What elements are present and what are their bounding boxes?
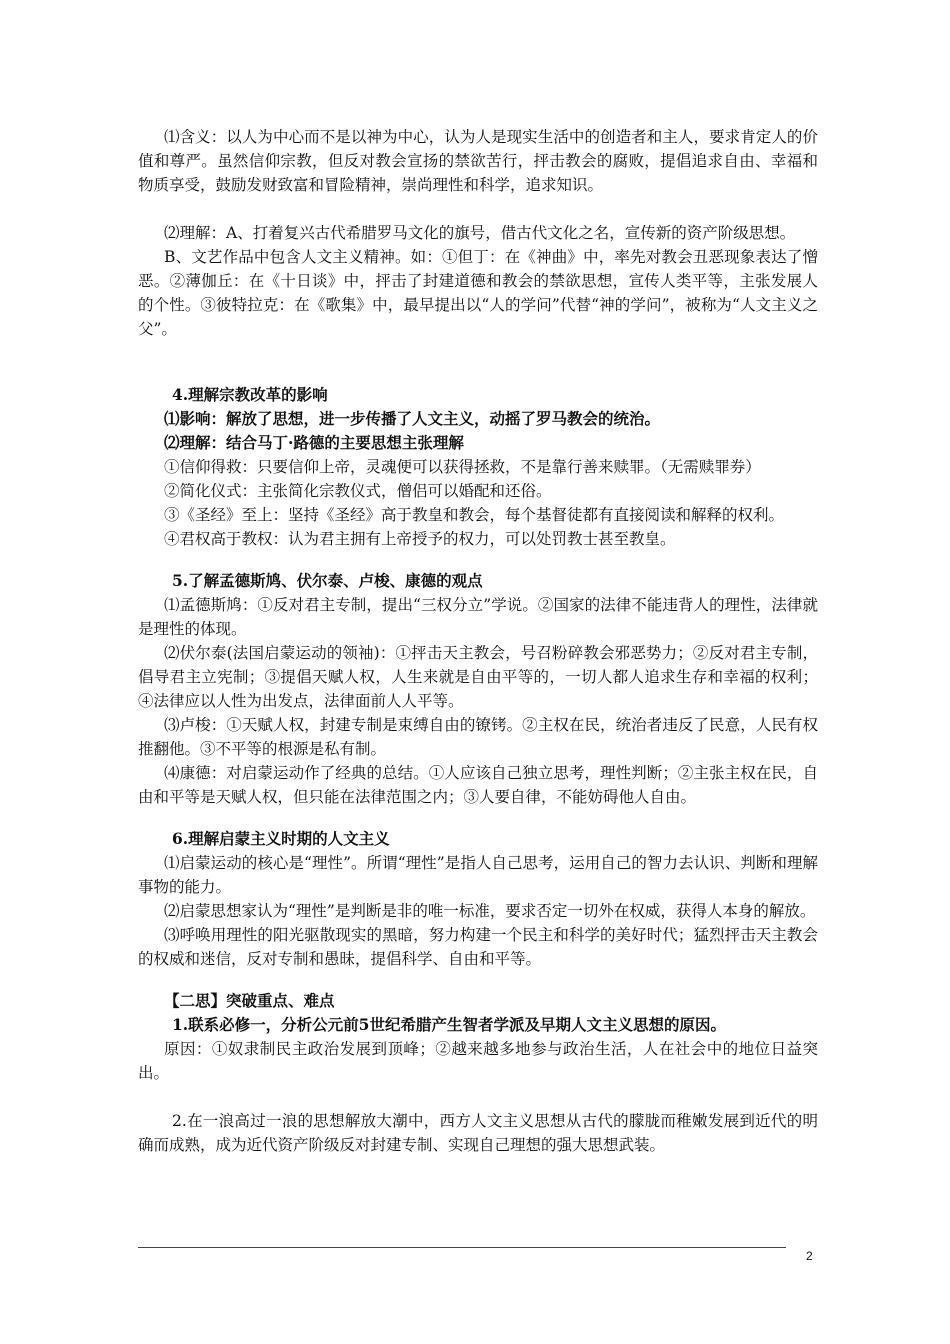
question-1: 1.联系必修一，分析公元前5世纪希腊产生智者学派及早期人文主义思想的原因。 (172, 1015, 726, 1034)
heading-reformation: 4.理解宗教改革的影响 (172, 385, 328, 404)
list-item: ⑵伏尔泰(法国启蒙运动的领袖)：①抨击天主教会，号召粉碎教会邪恶势力；②反对君主专制，倡导君主立宪制；③提倡天赋人权，人生来就是自由平等的，一切人都人追求生存和幸福的权利；④法律应以人性为出发点，法律面前人人平等。 (138, 644, 818, 710)
list-item: ⑴孟德斯鸠：①反对君主专制，提出“三权分立”学说。②国家的法律不能违背人的理性，法律就是理性的体现。 (138, 596, 818, 638)
answer-1: 原因：①奴隶制民主政治发展到顶峰；②越来越多地参与政治生活，人在社会中的地位日益突出。 (138, 1040, 818, 1082)
list-item: ⑷康德：对启蒙运动作了经典的总结。①人应该自己独立思考，理性判断；②主张主权在民，自由和平等是天赋人权，但只能在法律范围之内；③人要自律，不能妨碍他人自由。 (138, 764, 818, 806)
list-item: ④君权高于教权：认为君主拥有上帝授予的权力，可以处罚教士甚至教皇。 (164, 530, 676, 548)
paragraph-literature: B、文艺作品中包含人文主义精神。如：①但丁：在《神曲》中，率先对教会丑恶现象表达了憎恶。②薄伽丘：在《十日谈》中，抨击了封建道德和教会的禁欲思想，宣传人类平等，主张发展人的个性。③彼特拉克：在《歌集》中，最早提出以“人的学问”代替“神的学问”，被称为“人文主义之父”。 (138, 248, 818, 338)
list-item: ②简化仪式：主张简化宗教仪式，僧侣可以婚配和还俗。 (164, 482, 552, 500)
list-item: ⑶卢梭：①天赋人权，封建专制是束缚自由的镣铐。②主权在民，统治者违反了民意，人民有权推翻他。③不平等的根源是私有制。 (138, 716, 818, 758)
list-item: ⑶呼唤用理性的阳光驱散现实的黑暗，努力构建一个民主和科学的美好时代；猛烈抨击天主教会的权威和迷信，反对专制和愚昧，提倡科学、自由和平等。 (138, 926, 818, 968)
heading-enlightenment-humanism: 6.理解启蒙主义时期的人文主义 (172, 829, 390, 848)
footer-divider (138, 1247, 786, 1248)
heading-key-points: 【二思】突破重点、难点 (164, 991, 335, 1010)
reformation-understanding: ⑵理解：结合马丁·路德的主要思想主张理解 (164, 433, 464, 452)
list-item: ①信仰得救：只要信仰上帝，灵魂便可以获得拯救，不是靠行善来赎罪。（无需赎罪券） (164, 458, 761, 476)
heading-enlightenment-thinkers: 5.了解孟德斯鸠、伏尔泰、卢梭、康德的观点 (172, 571, 483, 590)
list-item: ③《圣经》至上：坚持《圣经》高于教皇和教会，每个基督徒都有直接阅读和解释的权利。 (164, 506, 785, 524)
reformation-influence: ⑴影响：解放了思想，进一步传播了人文主义，动摇了罗马教会的统治。 (164, 409, 661, 428)
question-2: 2.在一浪高过一浪的思想解放大潮中，西方人文主义思想从古代的朦胧而稚嫩发展到近代的明确而成熟，成为近代资产阶级反对封建专制、实现自己理想的强大思想武装。 (138, 1112, 818, 1154)
list-item: ⑴启蒙运动的核心是“理性”。所谓“理性”是指人自己思考，运用自己的智力去认识、判断和理解事物的能力。 (138, 854, 818, 896)
page-number: 2 (806, 1249, 813, 1263)
list-item: ⑵启蒙思想家认为“理性”是判断是非的唯一标准，要求否定一切外在权威，获得人本身的解放。 (164, 902, 816, 920)
paragraph-meaning: ⑴含义：以人为中心而不是以神为中心，认为人是现实生活中的创造者和主人，要求肯定人的价值和尊严。虽然信仰宗教，但反对教会宣扬的禁欲苦行，抨击教会的腐败，提倡追求自由、幸福和物质享受，鼓励发财致富和冒险精神，崇尚理性和科学，追求知识。 (138, 128, 818, 194)
document-body (138, 125, 818, 1157)
paragraph-understanding: ⑵理解：A、打着复兴古代希腊罗马文化的旗号，借古代文化之名，宣传新的资产阶级思想。 (164, 224, 796, 242)
